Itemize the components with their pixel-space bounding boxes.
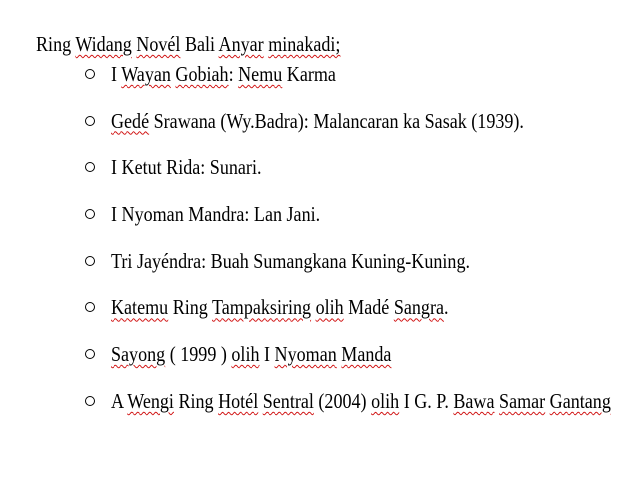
- list-item: [0, 155, 638, 206]
- list-item-text: [111, 293, 449, 321]
- spellcheck-flagged-word: Novél: [136, 32, 181, 56]
- text-segment: A: [111, 388, 128, 413]
- text-segment: Tri Jayéndra: Buah Sumangkana Kuning-Kuning.: [111, 248, 470, 273]
- text-segment: Srawana (Wy.Badra): Malancaran ka Sasak (1939).: [149, 108, 524, 133]
- hollow-circle-bullet-icon: [85, 209, 95, 219]
- list-item-text: [111, 247, 470, 275]
- spellcheck-flagged-word: Gobiah: [175, 62, 229, 86]
- hollow-circle-bullet-icon: [85, 116, 95, 126]
- spellcheck-flagged-word: Anyar: [218, 32, 264, 56]
- spellcheck-flagged-word: Sentral: [262, 388, 314, 413]
- spellcheck-flagged-word: olih: [315, 295, 344, 320]
- spellcheck-flagged-word: Gedé: [111, 108, 150, 133]
- spellcheck-flagged-word: Sangra: [393, 295, 444, 320]
- list-item: [0, 295, 638, 346]
- list-item: [0, 342, 638, 393]
- text-segment: I: [111, 62, 122, 86]
- spellcheck-flagged-word: olih: [371, 388, 400, 413]
- spellcheck-flagged-word: Nemu: [238, 62, 283, 86]
- spellcheck-flagged-word: Gantang: [549, 388, 611, 413]
- spellcheck-flagged-word: Tampaksiring: [212, 295, 312, 320]
- hollow-circle-bullet-icon: [85, 256, 95, 266]
- spellcheck-flagged-word: Sayong: [111, 342, 166, 367]
- list-item: [0, 202, 638, 253]
- spellcheck-flagged-word: Widang: [75, 32, 132, 56]
- text-segment: (2004): [313, 388, 372, 413]
- list-item-text: [111, 60, 336, 88]
- text-segment: :: [228, 62, 239, 86]
- text-segment: ( 1999 ): [165, 342, 232, 367]
- text-segment: Madé: [343, 295, 394, 320]
- text-segment: Bali: [180, 32, 219, 56]
- list-item-text: [111, 387, 611, 415]
- spellcheck-flagged-word: Bawa: [453, 388, 495, 413]
- text-segment: I G. P.: [399, 388, 454, 413]
- list-item: [0, 62, 638, 113]
- list-item-text: [111, 107, 524, 135]
- hollow-circle-bullet-icon: [85, 162, 95, 172]
- list-item: [0, 248, 638, 300]
- list-item-text: [111, 340, 391, 368]
- spellcheck-flagged-word: minakadi;: [268, 32, 341, 56]
- text-segment: Ring: [168, 295, 213, 320]
- hollow-circle-bullet-icon: [85, 302, 95, 312]
- spellcheck-flagged-word: Nyoman: [274, 342, 337, 367]
- list-item-text: [111, 153, 261, 181]
- text-segment: Ring: [173, 388, 219, 413]
- spellcheck-flagged-word: Hotél: [218, 388, 259, 413]
- spellcheck-flagged-word: Samar: [499, 388, 546, 413]
- text-segment: I Ketut Rida: Sunari.: [111, 155, 262, 180]
- novel-list: [0, 62, 638, 440]
- hollow-circle-bullet-icon: [85, 349, 95, 359]
- list-item: [0, 388, 638, 440]
- list-item: [0, 108, 638, 160]
- text-segment: I Nyoman Mandra: Lan Jani.: [111, 202, 321, 227]
- text-segment: Karma: [282, 62, 336, 86]
- list-heading: [36, 30, 340, 58]
- text-segment: .: [443, 295, 449, 320]
- spellcheck-flagged-word: Wengi: [127, 388, 174, 413]
- spellcheck-flagged-word: Wayan: [121, 62, 171, 86]
- text-segment: Ring: [36, 32, 76, 56]
- spellcheck-flagged-word: Katemu: [111, 295, 169, 320]
- spellcheck-flagged-word: olih: [231, 342, 260, 367]
- text-segment: I: [259, 342, 275, 367]
- hollow-circle-bullet-icon: [85, 69, 95, 79]
- list-item-text: [111, 200, 320, 228]
- hollow-circle-bullet-icon: [85, 396, 95, 406]
- spellcheck-flagged-word: Manda: [341, 342, 392, 367]
